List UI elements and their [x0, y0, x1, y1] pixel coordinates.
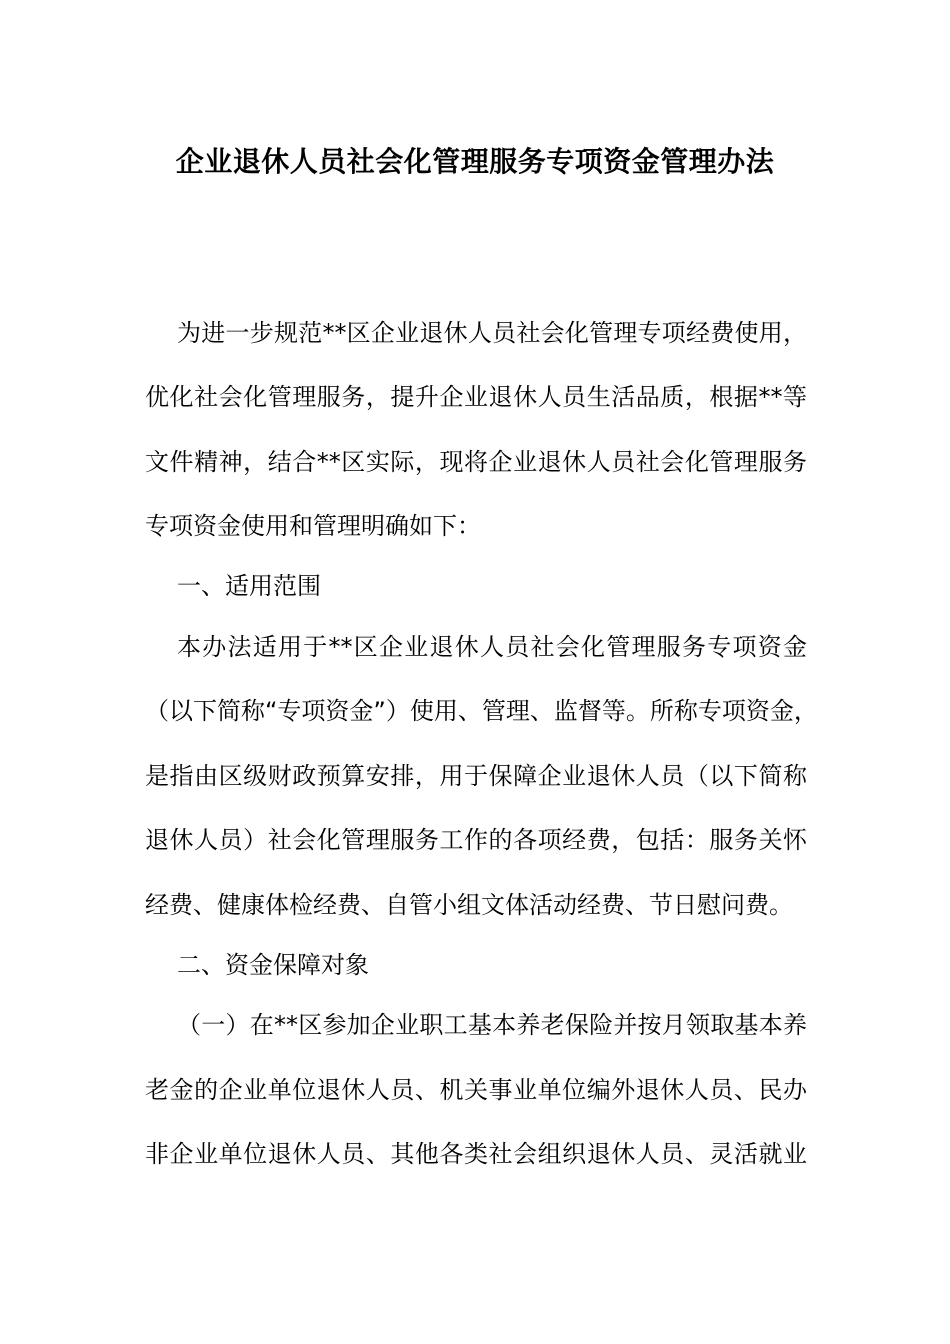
- section-heading-2: 二、资金保障对象: [177, 951, 369, 979]
- document-title: 企业退休人员社会化管理服务专项资金管理办法: [175, 145, 775, 178]
- paragraph-3-line-2: 老金的企业单位退休人员、机关事业单位编外退休人员、民办: [145, 1076, 807, 1104]
- paragraph-2-line-1: 本办法适用于**区企业退休人员社会化管理服务专项资金: [177, 633, 807, 661]
- paragraph-2-line-2: （以下简称“专项资金”）使用、管理、监督等。所称专项资金，: [145, 697, 818, 725]
- paragraph-2-line-3: 是指由区级财政预算安排，用于保障企业退休人员（以下简称: [145, 762, 807, 790]
- paragraph-1-line-3: 文件精神，结合**区实际，现将企业退休人员社会化管理服务: [145, 448, 807, 476]
- paragraph-1-line-4: 专项资金使用和管理明确如下：: [145, 512, 481, 540]
- section-heading-1: 一、适用范围: [177, 572, 321, 600]
- paragraph-2-line-5: 经费、健康体检经费、自管小组文体活动经费、节日慰问费。: [145, 891, 793, 919]
- paragraph-3-line-1: （一）在**区参加企业职工基本养老保险并按月领取基本养: [177, 1011, 807, 1039]
- paragraph-1-line-2: 优化社会化管理服务，提升企业退休人员生活品质，根据**等: [145, 383, 807, 411]
- paragraph-3-line-3: 非企业单位退休人员、其他各类社会组织退休人员、灵活就业: [145, 1140, 807, 1168]
- paragraph-1-line-1: 为进一步规范**区企业退休人员社会化管理专项经费使用，: [177, 319, 807, 347]
- paragraph-2-line-4: 退休人员）社会化管理服务工作的各项经费，包括：服务关怀: [145, 826, 807, 854]
